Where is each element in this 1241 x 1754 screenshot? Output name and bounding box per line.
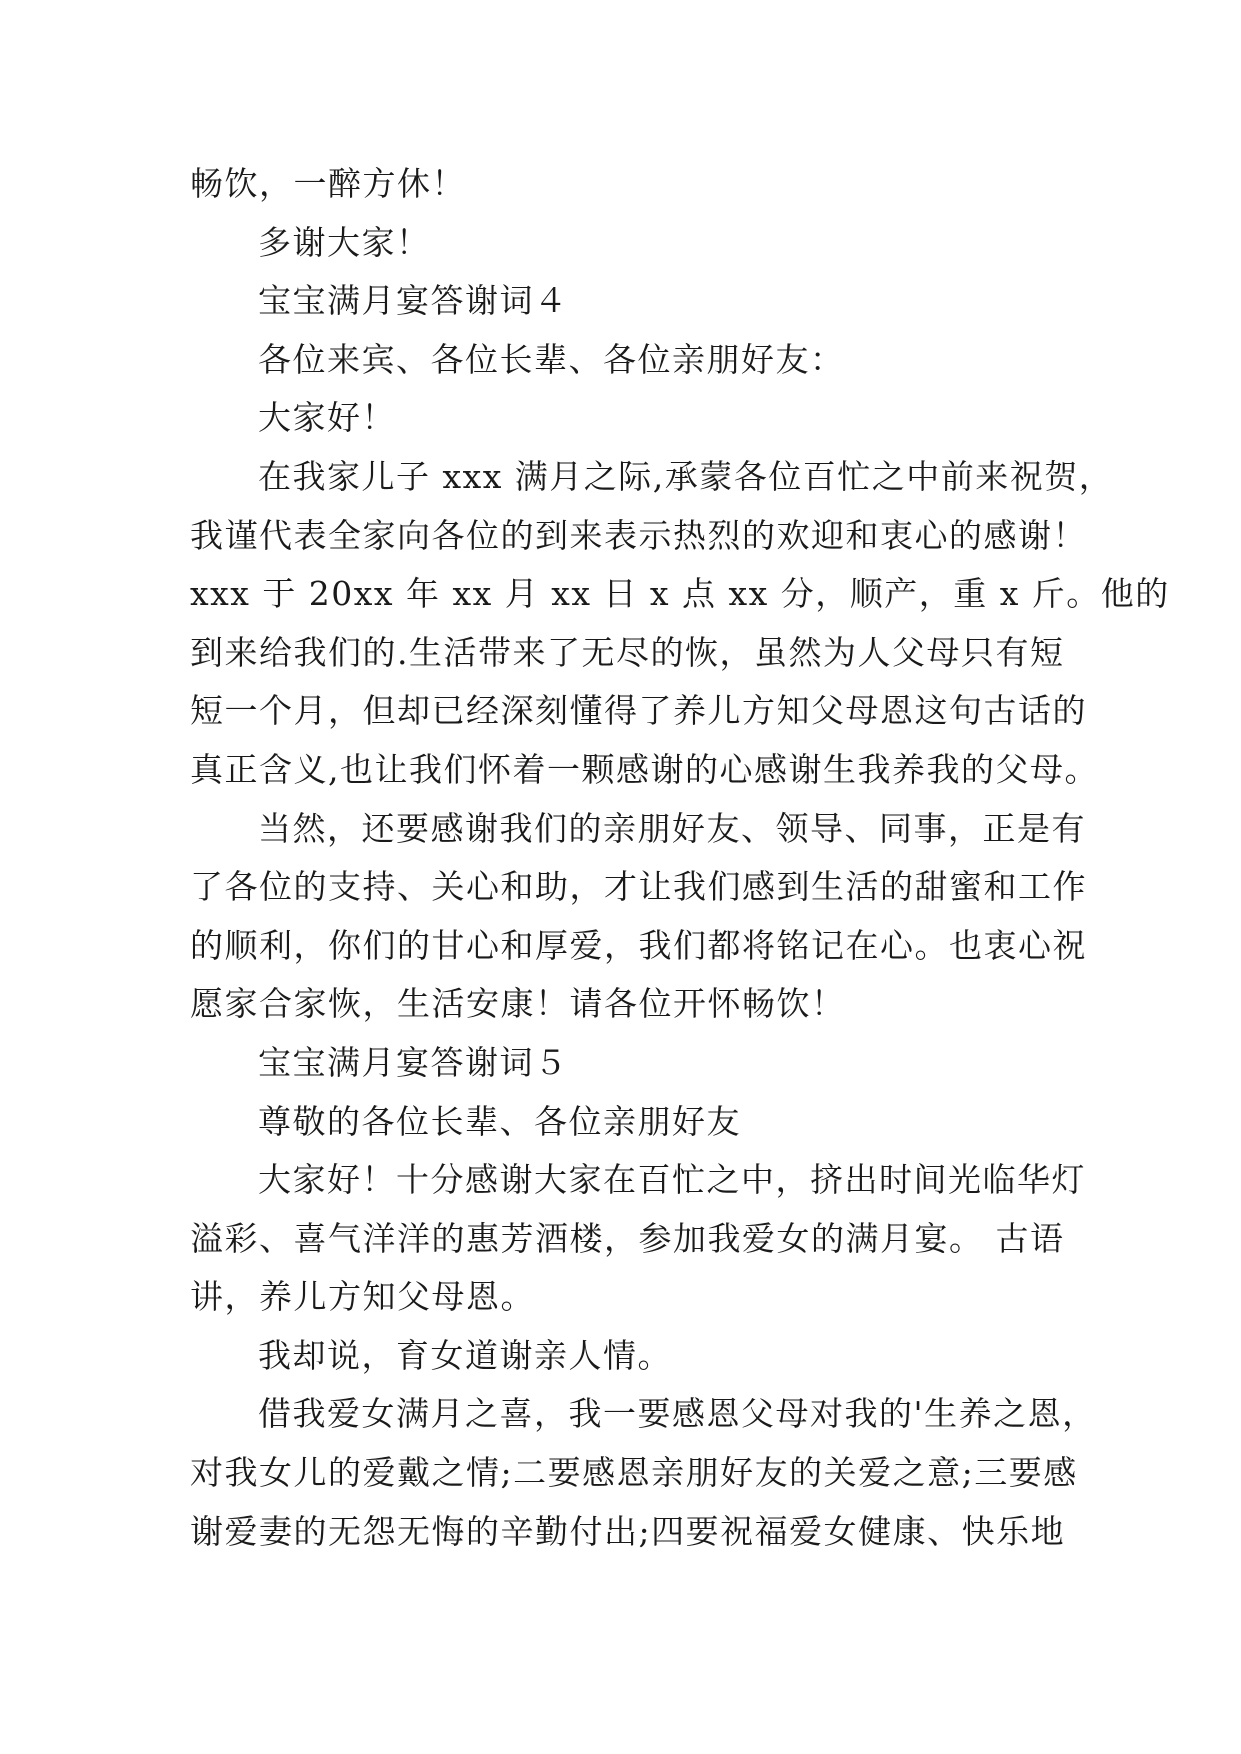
text-line: 借我爱女满月之喜，我一要感恩父母对我的'生养之恩， xyxy=(258,1394,1097,1434)
text-line: 谢爱妻的无怨无悔的辛勤付出;四要祝福爱女健康、快乐地 xyxy=(190,1511,1066,1551)
text-line: 我却说，育女道谢亲人情。 xyxy=(258,1335,672,1375)
text-line: 真正含义,也让我们怀着一颗感谢的心感谢生我养我的父母。 xyxy=(190,749,1099,789)
salutation: 各位来宾、各位长辈、各位亲朋好友： xyxy=(258,339,845,379)
text-line: xxx 于 20xx 年 xx 月 xx 日 x 点 xx 分，顺产，重 x 斤。他的 xyxy=(190,574,1170,614)
text-line: 溢彩、喜气洋洋的惠芳酒楼，参加我爱女的满月宴。 古语 xyxy=(190,1218,1065,1258)
text-line: 愿家合家恢，生活安康！请各位开怀畅饮！ xyxy=(190,984,846,1024)
greeting: 大家好！ xyxy=(258,398,396,438)
text-line: 畅饮，一醉方休！ xyxy=(190,164,466,203)
text-line: 在我家儿子 xxx 满月之际,承蒙各位百忙之中前来祝贺， xyxy=(258,456,1114,496)
text-line: 我谨代表全家向各位的到来表示热烈的欢迎和衷心的感谢！ xyxy=(190,515,1087,555)
text-line: 对我女儿的爱戴之情;二要感恩亲朋好友的关爱之意;三要感 xyxy=(190,1453,1078,1493)
text-line: 到来给我们的.生活带来了无尽的恢，虽然为人父母只有短 xyxy=(190,632,1065,672)
document-body xyxy=(190,155,1170,1561)
section-heading: 宝宝满月宴答谢词４ xyxy=(258,281,569,321)
text-line: 讲，养儿方知父母恩。 xyxy=(190,1277,535,1317)
salutation: 尊敬的各位长辈、各位亲朋好友 xyxy=(258,1101,741,1141)
text-line: 的顺利，你们的甘心和厚爱，我们都将铭记在心。也衷心祝 xyxy=(190,925,1087,965)
text-line: 短一个月，但却已经深刻懂得了养儿方知父母恩这句古话的 xyxy=(190,691,1087,731)
text-line: 多谢大家！ xyxy=(258,222,431,262)
text-line: 了各位的支持、关心和助，才让我们感到生活的甜蜜和工作 xyxy=(190,867,1087,907)
section-heading: 宝宝满月宴答谢词５ xyxy=(258,1042,569,1082)
text-line: 大家好！十分感谢大家在百忙之中，挤出时间光临华灯 xyxy=(258,1160,1086,1200)
text-line: 当然，还要感谢我们的亲朋好友、领导、同事，正是有 xyxy=(258,808,1086,848)
